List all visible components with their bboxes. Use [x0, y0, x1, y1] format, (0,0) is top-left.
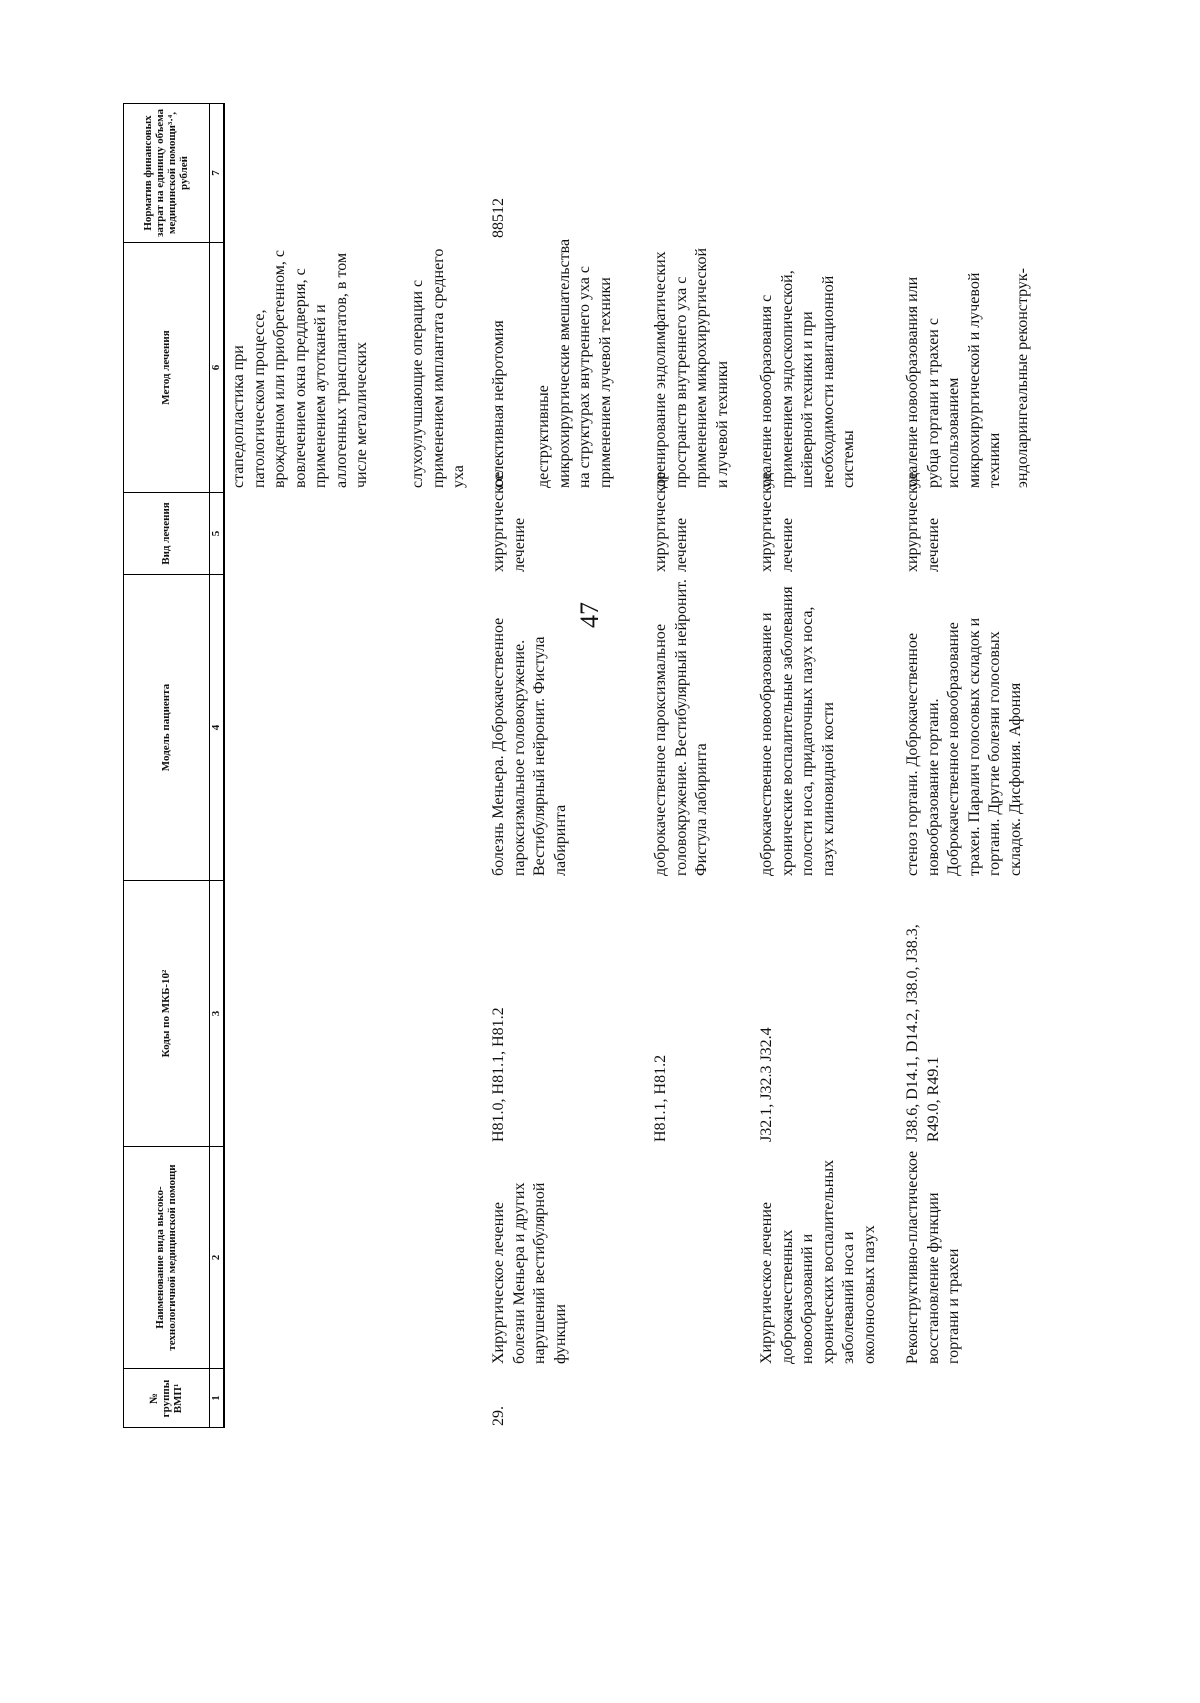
treatment-method: удаление новообразования с применением эндоскопической, шейверной техники и при необходимости навигационной системы — [758, 270, 857, 488]
column-number: 6 — [209, 242, 223, 492]
treatment-type: хирургическое лечение — [904, 471, 942, 572]
icd-codes: H81.1, H81.2 — [652, 1054, 669, 1142]
icd-codes: J32.1, J32.3 J32.4 — [758, 1027, 775, 1142]
treatment-method: удаление новообразования или рубца гортани и трахеи с использованием микрохирургической и лучевой техники — [904, 272, 1003, 488]
icd-codes: J38.6, D14.1, D14.2, J38.0, J38.3, R49.0, R49.1 — [904, 924, 942, 1142]
patient-model: болезнь Меньера. Доброкачественное пароксизмальное головокружение. Вестибулярный нейронит. Фистула лабиринта — [490, 617, 569, 876]
column-number: 2 — [209, 1146, 223, 1368]
icd-codes: H81.0, H81.1, H81.2 — [490, 1007, 507, 1142]
group-number: 29. — [490, 1406, 507, 1426]
treatment-type: хирургическое лечение — [490, 471, 528, 572]
treatment-type: хирургическое лечение — [758, 471, 796, 572]
column-number: 5 — [209, 492, 223, 574]
column-number: 7 — [209, 103, 223, 242]
continuation-method-1: стапедопластика при патологическом процессе, врожденном или приобретенном, с вовлечением окна преддверия, с применением аутотканей и аллогенных трансплантатов, в том числе металлических — [230, 249, 370, 488]
treatment-method: селективная нейротомия — [490, 320, 507, 488]
header-treatment-method: Метод лечения — [123, 242, 209, 492]
care-type-name: Реконструктивно-пластическое восстановление функции гортани и трахеи — [904, 1150, 962, 1364]
patient-model: доброкачественное пароксизмальное головокружение. Вестибулярный нейронит. Фистула лабиринта — [652, 579, 710, 876]
care-type-name: Хирургическое лечение болезни Меньера и других нарушений вестибулярной функции — [490, 1182, 569, 1364]
cost-norm-value: 88512 — [490, 198, 507, 238]
treatment-method: дренирование эндолимфатических пространств внутреннего уха с применением микрохирургической и лучевой техники — [652, 247, 731, 488]
header-care-type: Наименование вида высоко-технологичной медицинской помощи — [123, 1146, 209, 1368]
column-number: 1 — [209, 1368, 223, 1428]
treatment-type: хирургическое лечение — [652, 471, 690, 572]
header-group-number: № группы ВМП¹ — [123, 1368, 209, 1428]
header-cost-norm: Норматив финансовых затрат на единицу объема медицинской помощи³·⁴, рублей — [123, 103, 209, 242]
rotated-table — [123, 0, 1123, 1428]
header-icd-codes: Коды по МКБ-10² — [123, 880, 209, 1146]
treatment-method: деструктивные микрохирургические вмешательства на структурах внутреннего уха с применением лучевой техники — [535, 238, 614, 488]
column-number: 4 — [209, 574, 223, 880]
continuation-method-2: слухоулучшающие операции с применением имплантата среднего уха — [409, 248, 467, 488]
care-type-name: Хирургическое лечение доброкачественных новообразований и хронических воспалительных заболеваний носа и околоносовых пазух — [758, 1159, 878, 1364]
treatment-method: эндоларингеальные реконструк- — [1014, 268, 1031, 488]
column-number: 3 — [209, 880, 223, 1146]
patient-model: стеноз гортани. Доброкачественное новообразование гортани. Доброкачественное новообразование трахеи. Паралич голосовых складок и гортани. Другие болезни голосовых складок. Дисфония. Афония — [904, 617, 1024, 876]
header-treatment-type: Вид лечения — [123, 492, 209, 574]
patient-model: доброкачественное новообразование и хронические воспалительные заболевания полости носа, придаточных пазух носа, пазух клиновидной кости — [758, 586, 837, 876]
header-patient-model: Модель пациента — [123, 574, 209, 880]
page-number: 47 — [575, 602, 604, 628]
